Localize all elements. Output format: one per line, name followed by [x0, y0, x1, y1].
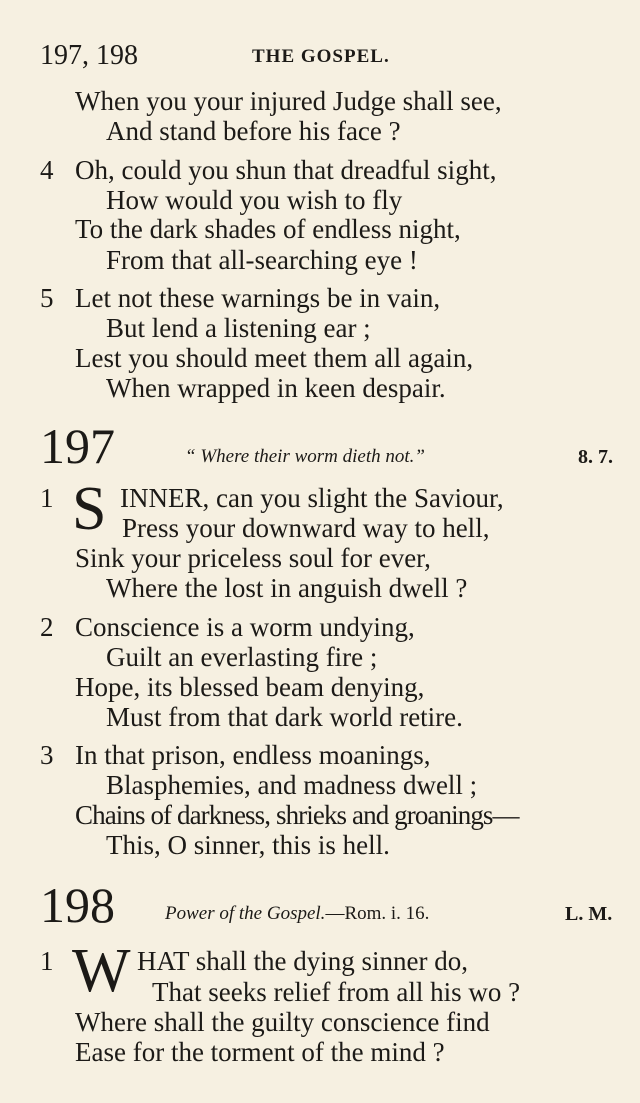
verse-line: Let not these warnings be in vain, — [75, 283, 441, 313]
verse-line: Sink your priceless soul for ever, — [75, 543, 431, 573]
stanza-number: 2 — [40, 612, 54, 642]
hymn-meter: L. M. — [565, 903, 613, 925]
verse-line: And stand before his face ? — [106, 116, 401, 146]
verse-line: Oh, could you shun that dreadful sight, — [75, 155, 497, 185]
verse-line: Lest you should meet them all again, — [75, 343, 474, 373]
verse-line: Where shall the guilty conscience find — [75, 1007, 490, 1037]
drop-cap: W — [72, 937, 131, 1005]
verse-line: How would you wish to fly — [106, 185, 403, 215]
hymn-number: 197 — [40, 418, 115, 474]
hymn-epigraph: “ Where their worm dieth not.” — [185, 446, 425, 467]
verse-line: But lend a listening ear ; — [106, 313, 371, 343]
verse-line: Guilt an everlasting fire ; — [106, 642, 378, 672]
hymn-meter: 8. 7. — [578, 446, 613, 468]
stanza-number: 1 — [40, 946, 54, 976]
verse-line: To the dark shades of endless night, — [75, 214, 461, 244]
verse-line: Press your downward way to hell, — [122, 513, 490, 543]
page-numbers: 197, 198 — [40, 40, 138, 71]
verse-line: Ease for the torment of the mind ? — [75, 1037, 445, 1067]
stanza-number: 4 — [40, 155, 54, 185]
verse-line: INNER, can you slight the Saviour, — [120, 483, 504, 513]
verse-line: This, O sinner, this is hell. — [106, 830, 390, 860]
stanza-number: 1 — [40, 483, 54, 513]
verse-line: Must from that dark world retire. — [106, 702, 463, 732]
verse-line: In that prison, endless moanings, — [75, 740, 431, 770]
verse-line: That seeks relief from all his wo ? — [152, 977, 521, 1007]
verse-line: Where the lost in anguish dwell ? — [106, 573, 468, 603]
hymn-epigraph — [165, 903, 429, 925]
verse-line: When you your injured Judge shall see, — [75, 86, 502, 116]
stanza-number: 3 — [40, 740, 54, 770]
hymn-number: 198 — [40, 877, 115, 933]
verse-line: Blasphemies, and madness dwell ; — [106, 770, 478, 800]
drop-cap: S — [72, 475, 107, 543]
verse-line: Conscience is a worm undying, — [75, 612, 415, 642]
verse-line: HAT shall the dying sinner do, — [137, 946, 468, 976]
epigraph-title: Power of the Gospel. — [165, 903, 326, 924]
verse-line: From that all-searching eye ! — [106, 245, 418, 275]
running-title: THE GOSPEL. — [252, 46, 390, 67]
verse-line: Hope, its blessed beam denying, — [75, 672, 425, 702]
epigraph-reference: —Rom. i. 16. — [325, 903, 430, 924]
stanza-number: 5 — [40, 283, 54, 313]
verse-line: When wrapped in keen despair. — [106, 373, 446, 403]
verse-line: Chains of darkness, shrieks and groanings— — [75, 800, 519, 830]
